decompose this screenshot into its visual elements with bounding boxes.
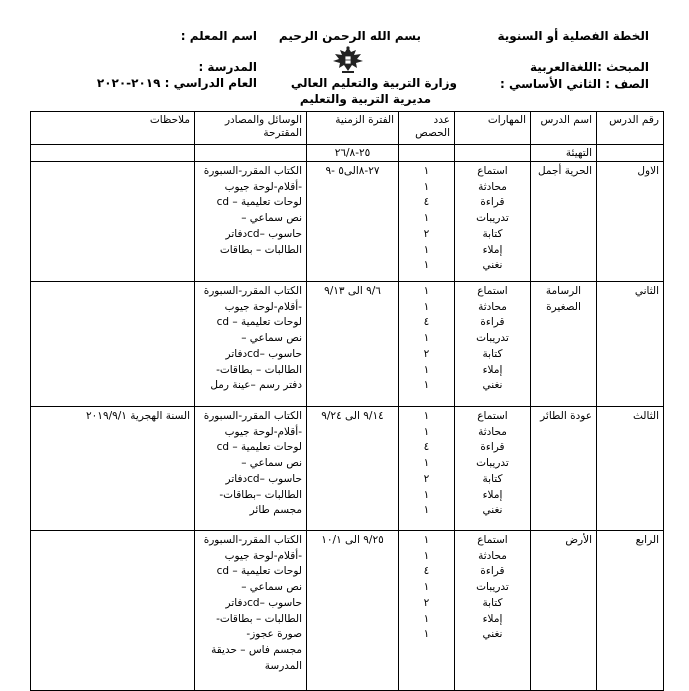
skills-cell: استماع محادثة قراءة تدريبات كتابة إملاء نغني: [455, 162, 531, 282]
resources-cell: الكتاب المقرر-السبورة -أقلام-لوحة جيوب لوحات تعليمية – cd نص سماعي – حاسوب –cdدفاتر الطالبات – بطاقات- دفتر رسم –عينة رمل: [195, 282, 307, 407]
period-cell: ٩/٢٥ الى ١٠/١: [307, 531, 399, 691]
notes-cell: [31, 282, 195, 407]
resources-cell: الكتاب المقرر-السبورة -أقلام-لوحة جيوب لوحات تعليمية – cd نص سماعي – حاسوب –cdدفاتر الطالبات –بطاقات- مجسم طائر: [195, 407, 307, 531]
intro-row: [31, 145, 664, 162]
lesson-name-cell: الرسامة الصغيرة: [531, 282, 597, 407]
session-count-cell: ١ ١ ٤ ١ ٢ ١ ١: [399, 407, 455, 531]
lesson-number-cell: الثاني: [597, 282, 664, 407]
notes-cell: [31, 162, 195, 282]
plan-title: الخطة الفصلية أو السنوية: [497, 29, 649, 43]
subject-label: المبحث :اللغةالعربية: [530, 60, 649, 74]
col-lesson-name: اسم الدرس: [531, 112, 597, 145]
lesson-name-cell: الأرض: [531, 531, 597, 691]
basmala: بسم الله الرحمن الرحيم: [278, 29, 421, 43]
col-skills: المهارات: [455, 112, 531, 145]
period-cell: ٢٧-٨الى٥ -٩: [307, 162, 399, 282]
col-session-count: عدد الحصص: [399, 112, 455, 145]
table-row: [31, 282, 664, 407]
table-row: [31, 531, 664, 691]
notes-row: [35, 409, 190, 425]
col-resources: الوسائل والمصادر المقترحة: [195, 112, 307, 145]
plan-table: [30, 111, 664, 691]
col-lesson-number: رقم الدرس: [597, 112, 664, 145]
lesson-name-cell: عودة الطائر: [531, 407, 597, 531]
session-count-cell: ١ ١ ٤ ١ ٢ ١ ١: [399, 282, 455, 407]
intro-lesson-cell: التهيئة: [531, 145, 597, 162]
table-row: [31, 162, 664, 282]
resources-cell: الكتاب المقرر-السبورة -أقلام-لوحة جيوب لوحات تعليمية – cd نص سماعي – حاسوب –cdدفاتر الطالبات – بطاقات: [195, 162, 307, 282]
notes-cell: [31, 531, 195, 691]
table-header-row: [31, 112, 664, 145]
academic-year-label: العام الدراسي : ٢٠١٩-٢٠٢٠: [96, 76, 257, 90]
notes-date: ٢٠١٩/٩/١: [86, 410, 127, 422]
lesson-number-cell: الاول: [597, 162, 664, 282]
session-count-cell: ١ ١ ٤ ١ ٢ ١ ١: [399, 531, 455, 691]
school-label: المدرسة :: [198, 60, 257, 74]
skills-cell: استماع محادثة قراءة تدريبات كتابة إملاء نغني: [455, 282, 531, 407]
notes-cell: [31, 407, 195, 531]
resources-cell: الكتاب المقرر-السبورة -أقلام-لوحة جيوب لوحات تعليمية – cd نص سماعي – حاسوب –cdدفاتر الطالبات – بطاقات- صورة عجوز- مجسم فاس – حديقة المدرسة: [195, 531, 307, 691]
period-cell: ٩/٦ الى ٩/١٣: [307, 282, 399, 407]
lesson-name-cell: الحرية أجمل: [531, 162, 597, 282]
col-period: الفترة الزمنية: [307, 112, 399, 145]
lesson-number-cell: الثالث: [597, 407, 664, 531]
intro-number-cell: [597, 145, 664, 162]
ministry-name: وزارة التربية والتعليم العالي: [290, 76, 457, 90]
palestine-eagle-emblem-icon: [330, 44, 366, 74]
intro-period-cell: ٢٥-٢٦/٨: [307, 145, 399, 162]
period-cell: ٩/١٤ الى ٩/٢٤: [307, 407, 399, 531]
directorate-name: مديرية التربية والتعليم: [299, 92, 431, 106]
skills-cell: استماع محادثة قراءة تدريبات كتابة إملاء نغني: [455, 531, 531, 691]
teacher-name-label: اسم المعلم :: [180, 29, 257, 43]
session-count-cell: ١ ١ ٤ ١ ٢ ١ ١: [399, 162, 455, 282]
col-notes: ملاحظات: [31, 112, 195, 145]
grade-label: الصف : الثاني الأساسي :: [499, 77, 649, 91]
notes-text: السنة الهجرية: [130, 410, 190, 422]
lesson-number-cell: الرابع: [597, 531, 664, 691]
skills-cell: استماع محادثة قراءة تدريبات كتابة إملاء نغني: [455, 407, 531, 531]
table-row: [31, 407, 664, 531]
